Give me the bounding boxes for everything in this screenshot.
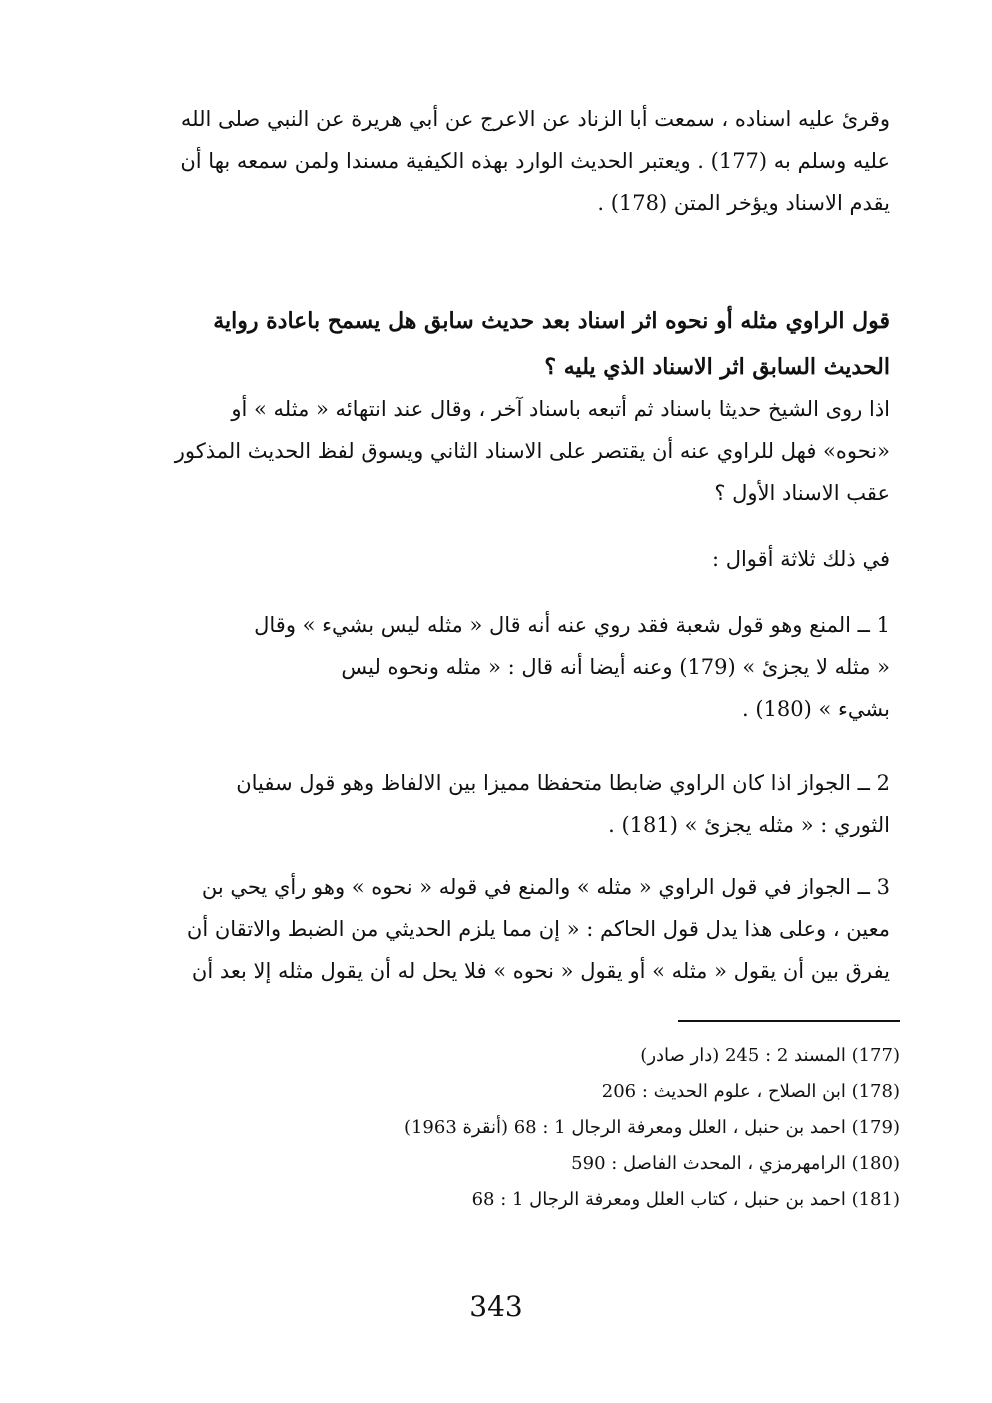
text-line: 2 ــ الجواز اذا كان الراوي ضابطا متحفظا مميزا بين الالفاظ وهو قول سفيان [236,771,890,795]
footnote-item: (179) احمد بن حنبل ، العلل ومعرفة الرجال 1 : 68 (أنقرة 1963) [403,1117,900,1138]
text-line: يقدم الاسناد ويؤخر المتن (178) . [597,191,890,215]
text-line: اذا روى الشيخ حديثا باسناد ثم أتبعه باسناد آخر ، وقال عند انتهائه « مثله » أو [231,397,890,421]
opinion-3-paragraph [120,866,890,992]
text-line: 3 ــ الجواز في قول الراوي « مثله » والمنع في قوله « نحوه » وهو رأي يحي بن [201,875,890,899]
text-line: 1 ــ المنع وهو قول شعبة فقد روي عنه أنه قال « مثله ليس بشيء » وقال [254,613,890,637]
text-line: الثوري : « مثله يجزئ » (181) . [608,813,890,837]
text-line: وقرئ عليه اسناده ، سمعت أبا الزناد عن الاعرج عن أبي هريرة عن النبي صلى الله [180,107,890,131]
text-line: « مثله لا يجزئ » (179) وعنه أيضا أنه قال : « مثله ونحوه ليس [341,655,890,679]
footnote-divider [678,1020,900,1022]
intro-paragraph [120,98,890,224]
text-line: عليه وسلم به (177) . ويعتبر الحديث الوارد بهذه الكيفية مسندا ولمن سمعه بها أن [180,149,890,173]
footnote-item: (177) المسند 2 : 245 (دار صادر) [640,1045,900,1066]
opinion-2-paragraph [120,762,890,846]
opinion-1-paragraph [120,604,890,730]
footnote-item: (181) احمد بن حنبل ، كتاب العلل ومعرفة الرجال 1 : 68 [471,1189,900,1210]
text-line: عقب الاسناد الأول ؟ [714,481,890,505]
question-paragraph [120,388,890,514]
text-line: في ذلك ثلاثة أقوال : [711,547,890,571]
text-line: «نحوه» فهل للراوي عنه أن يقتصر على الاسناد الثاني ويسوق لفظ الحديث المذكور [174,439,890,463]
lead-paragraph [120,538,890,580]
page-number: 343 [469,1290,523,1323]
text-line: معين ، وعلى هذا يدل قول الحاكم : « إن مما يلزم الحديثي من الضبط والاتقان أن [186,917,890,941]
footnote-item: (178) ابن الصلاح ، علوم الحديث : 206 [601,1081,900,1102]
text-line: بشيء » (180) . [742,697,890,721]
text-line: يفرق بين أن يقول « مثله » أو يقول « نحوه » فلا يحل له أن يقول مثله إلا بعد أن [191,959,890,983]
footnote-item: (180) الرامهرمزي ، المحدث الفاصل : 590 [571,1153,900,1174]
footnotes [300,1038,900,1218]
heading-line: الحديث السابق اثر الاسناد الذي يليه ؟ [544,354,890,380]
heading-line: قول الراوي مثله أو نحوه اثر اسناد بعد حديث سابق هل يسمح باعادة رواية [213,308,890,334]
section-heading [120,298,890,390]
